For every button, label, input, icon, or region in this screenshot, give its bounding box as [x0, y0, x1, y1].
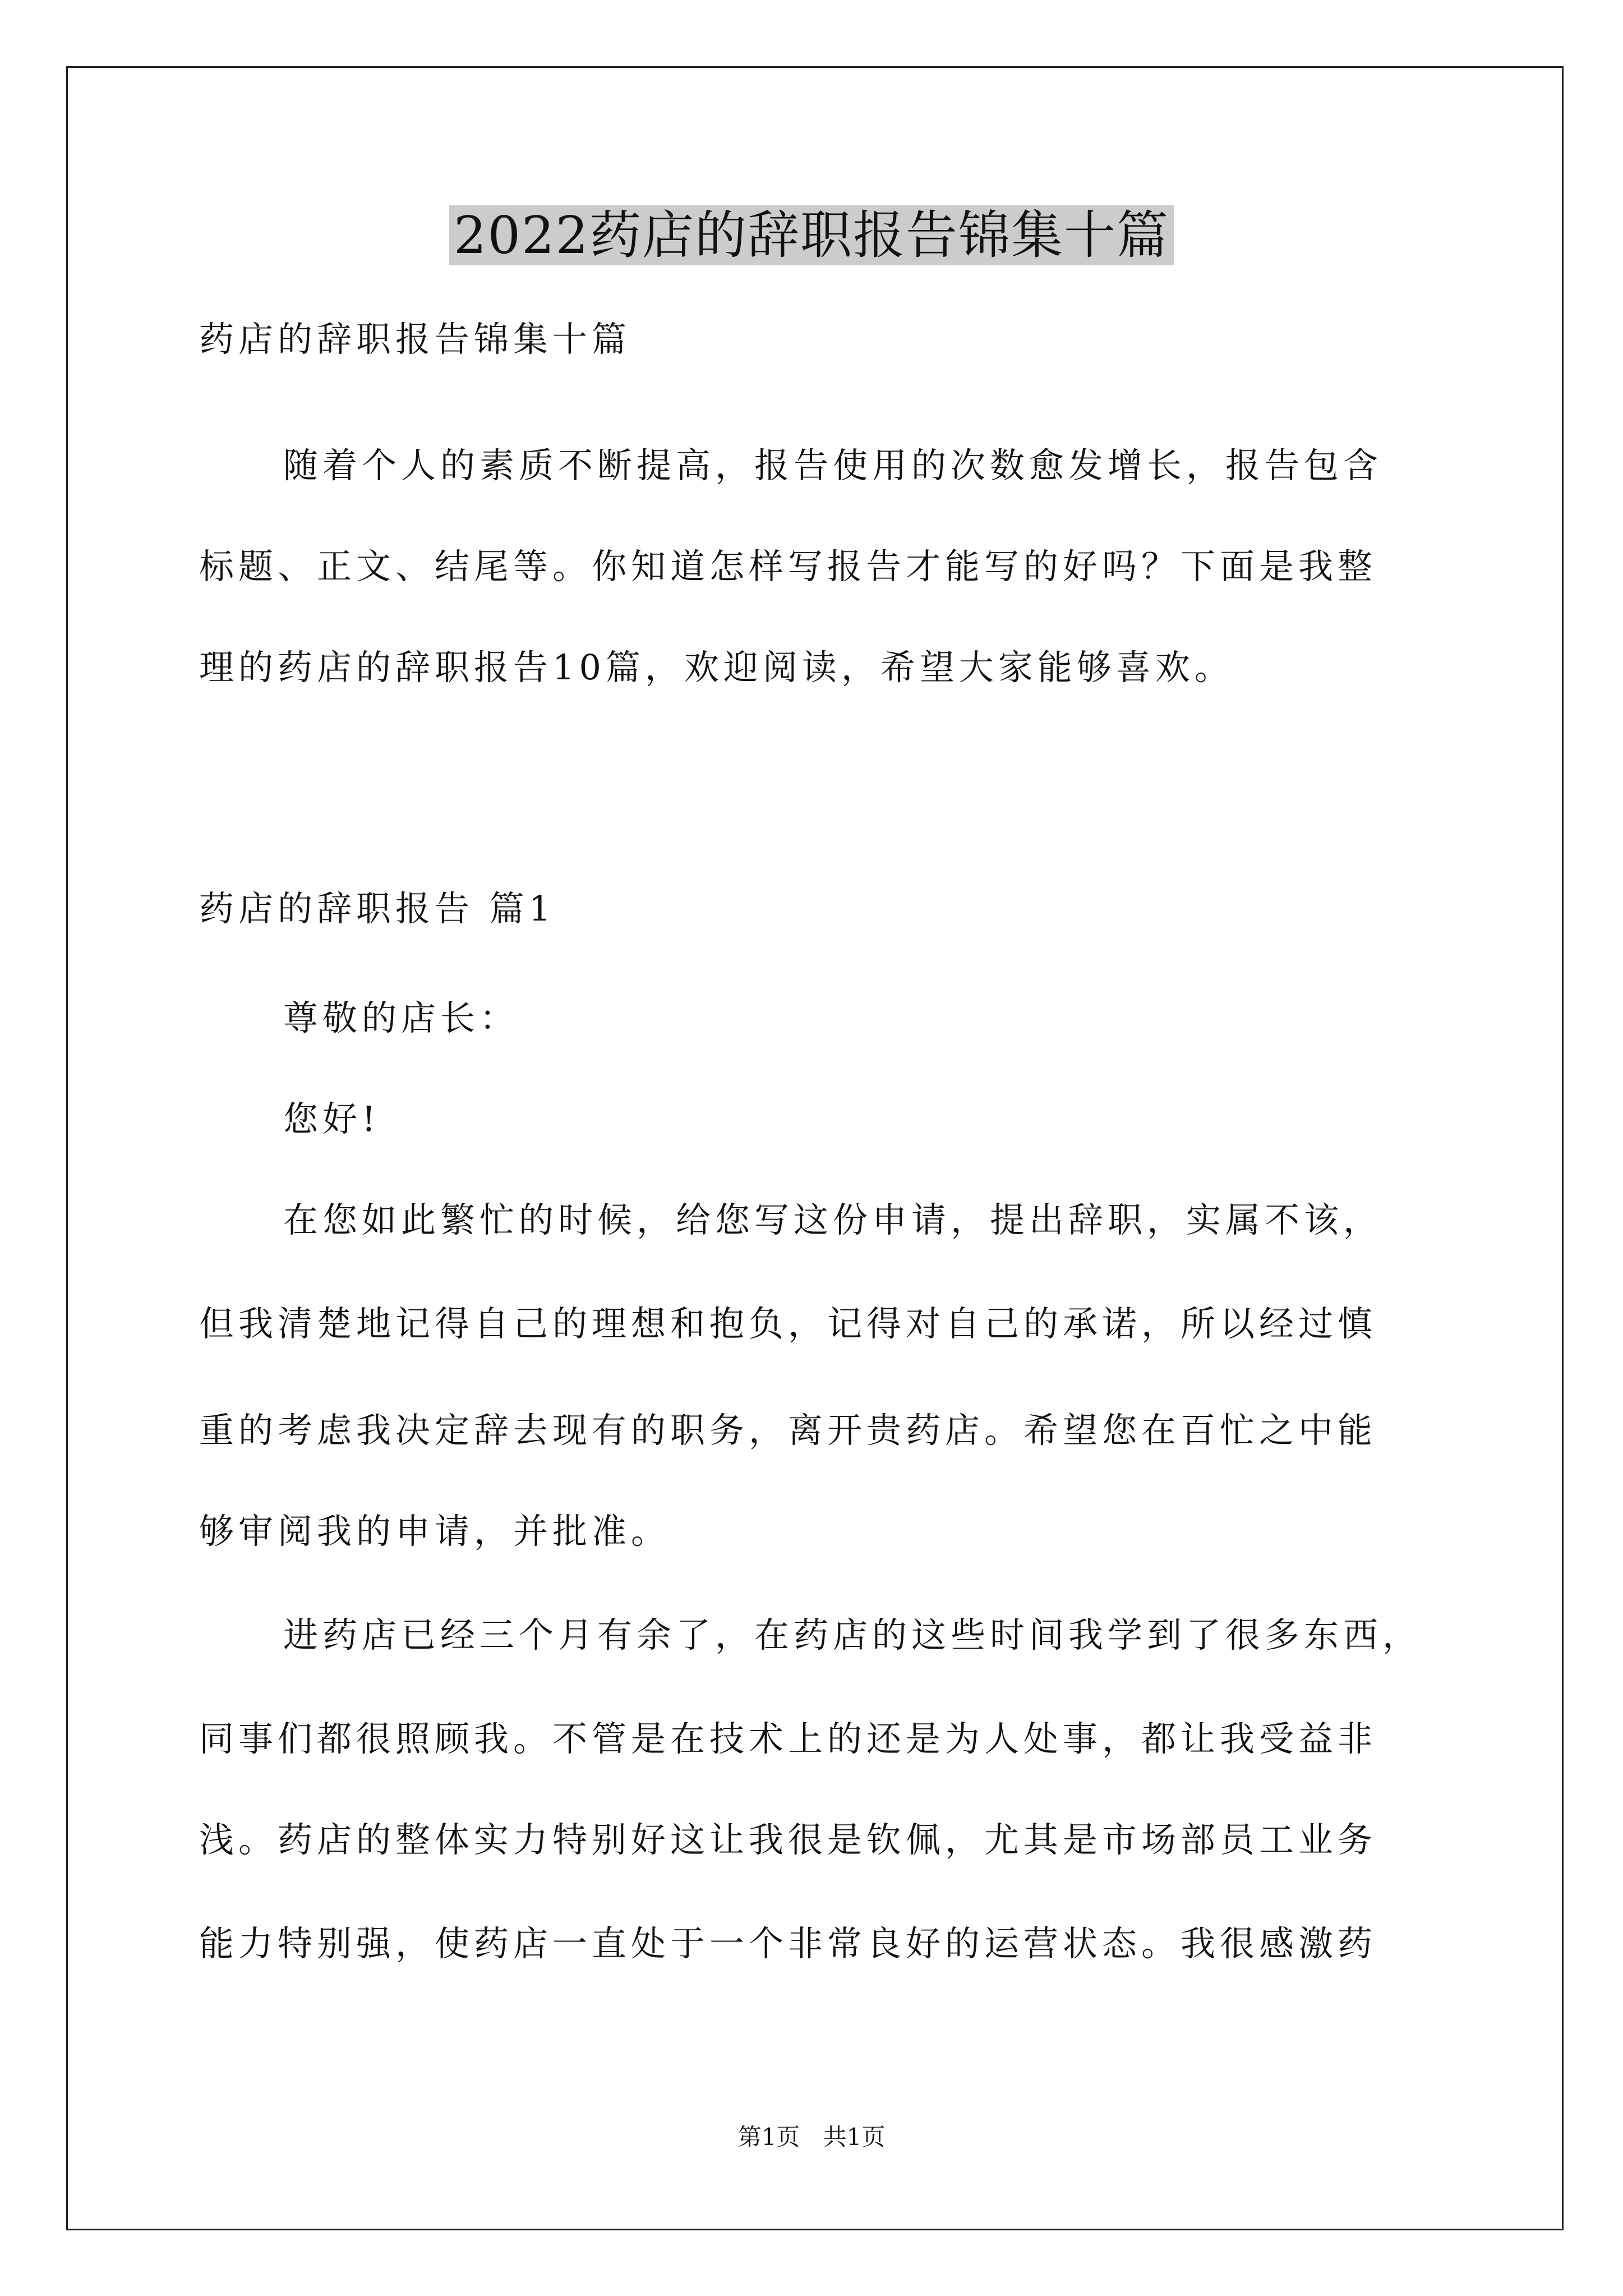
subtitle: 药店的辞职报告锦集十篇 [199, 319, 631, 360]
paragraph2-line-4: 能力特别强，使药店一直处于一个非常良好的运营状态。我很感激药 [199, 1923, 1377, 1964]
document-title [0, 194, 1623, 278]
paragraph1-line-4: 够审阅我的申请，并批准。 [199, 1511, 671, 1552]
page-border [66, 66, 1564, 2230]
paragraph2-line-2: 同事们都很照顾我。不管是在技术上的还是为人处事，都让我受益非 [199, 1718, 1377, 1759]
paragraph1-line-3: 重的考虑我决定辞去现有的职务，离开贵药店。希望您在百忙之中能 [199, 1410, 1377, 1451]
paragraph1-line-1: 在您如此繁忙的时候，给您写这份申请，提出辞职，实属不该， [283, 1199, 1383, 1240]
page-total: 共1页 [823, 2123, 886, 2151]
section-heading: 药店的辞职报告 篇1 [199, 888, 556, 929]
intro-line-1: 随着个人的素质不断提高，报告使用的次数愈发增长，报告包含 [283, 445, 1383, 486]
intro-line-2: 标题、正文、结尾等。你知道怎样写报告才能写的好吗？下面是我整 [199, 546, 1377, 587]
page-number: 第1页 [737, 2123, 800, 2151]
greeting: 您好! [283, 1098, 380, 1139]
title-text: 2022药店的辞职报告锦集十篇 [449, 205, 1174, 265]
paragraph2-line-1: 进药店已经三个月有余了，在药店的这些时间我学到了很多东西， [283, 1614, 1422, 1655]
page-footer [0, 2120, 1623, 2154]
paragraph2-line-3: 浅。药店的整体实力特别好这让我很是钦佩，尤其是市场部员工业务 [199, 1819, 1377, 1860]
salutation: 尊敬的店长： [283, 997, 519, 1038]
paragraph1-line-2: 但我清楚地记得自己的理想和抱负，记得对自己的承诺，所以经过慎 [199, 1303, 1377, 1344]
intro-line-3: 理的药店的辞职报告10篇，欢迎阅读，希望大家能够喜欢。 [199, 647, 1234, 688]
